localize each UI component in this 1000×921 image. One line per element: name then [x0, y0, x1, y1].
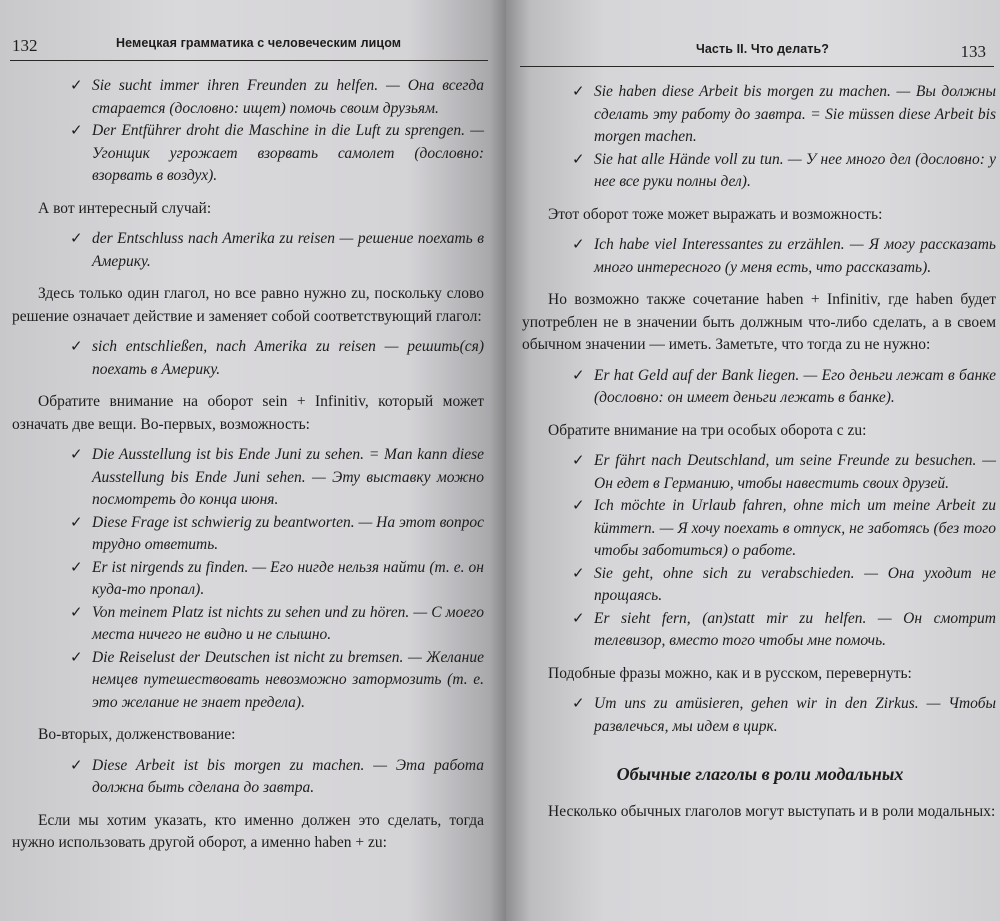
checkmark-icon: ✓: [70, 604, 83, 621]
checkmark-icon: ✓: [572, 237, 585, 253]
example-item: [10, 647, 488, 715]
example-text: Diese Frage ist schwierig zu beantworten. — На этот вопрос трудно ответить.: [92, 513, 485, 553]
example-list: [520, 234, 1000, 279]
checkmark-icon: ✓: [70, 757, 83, 774]
paragraph: Если мы хотим указать, кто именно должен это сделать, тогда нужно использовать другой оборот, а именно haben + zu:: [12, 811, 484, 851]
example-list: [520, 693, 1000, 738]
example-item: [10, 444, 488, 512]
checkmark-icon: ✓: [70, 78, 83, 94]
running-title-left: Немецкая грамматика с человеческим лицом: [116, 36, 402, 50]
example-text: Ich habe viel Interessantes zu erzählen. — Я могу рассказать много интересного (у меня есть, что рассказать).: [594, 236, 996, 276]
example-text: Von meinem Platz ist nichts zu sehen und zu hören. — С моего места ничего не видно и не слышно.: [92, 603, 484, 643]
example-text: Er hat Geld auf der Bank liegen. — Его деньги лежат в банке (дословно: он имеет деньги лежать в банке).: [594, 366, 996, 406]
example-text: Die Ausstellung ist bis Ende Juni zu sehen. = Man kann diese Ausstellung bis Ende Juni sehen. — Эту выставку можно посмотреть до конца июня.: [92, 446, 484, 508]
paragraph: Но возможно также сочетание haben + Infinitiv, где haben будет употреблен не в значении быть должным что-либо сделать, а в своем обычном значении — иметь. Заметьте, что тогда zu не нужно:: [522, 291, 996, 353]
checkmark-icon: ✓: [572, 565, 585, 582]
page-content-right: [520, 81, 1000, 824]
example-item: [520, 693, 1000, 738]
example-item: [10, 602, 488, 647]
example-item: [520, 234, 1000, 279]
running-title-right: Часть II. Что делать?: [696, 42, 830, 56]
example-text: Die Reiselust der Deutschen ist nicht zu bremsen. — Желание немцев путешествовать невозможно затормозить (т. е. это желание не знает предела).: [92, 648, 484, 711]
example-text: Ich möchte in Urlaub fahren, ohne mich um meine Arbeit zu kümmern. — Я хочу поехать в отпуск, не заботясь (без того чтобы заботиться) о работе.: [594, 497, 996, 559]
paragraph: Обратите внимание на три особых оборота с zu:: [548, 421, 867, 439]
paragraph: Обратите внимание на оборот sein + Infinitiv, который может означать две вещи. Во-первых, возможность:: [12, 393, 484, 433]
right-page: [506, 0, 1000, 921]
example-item: [520, 563, 1000, 608]
page-number-left: 132: [12, 36, 38, 55]
running-head-left: [10, 34, 488, 61]
example-list: [10, 75, 488, 188]
example-text: Um uns zu amüsieren, gehen wir in den Zirkus. — Чтобы развлечься, мы идем в цирк.: [594, 695, 996, 735]
paragraph: Этот оборот тоже может выражать и возможность:: [548, 205, 883, 223]
example-text: Er fährt nach Deutschland, um seine Freunde zu besuchen. — Он едет в Германию, чтобы навестить своих друзей.: [594, 452, 996, 492]
checkmark-icon: ✓: [70, 514, 83, 531]
example-item: [520, 495, 1000, 563]
paragraph: Подобные фразы можно, как и в русском, перевернуть:: [548, 664, 912, 682]
example-list: [520, 81, 1000, 194]
section-heading: Обычные глаголы в роли модальных: [616, 764, 904, 784]
example-item: [10, 228, 488, 273]
paragraph: Во-вторых, долженствование:: [38, 726, 236, 743]
checkmark-icon: ✓: [572, 453, 585, 469]
example-text: Sie geht, ohne sich zu verabschieden. — Она уходит не прощаясь.: [594, 564, 996, 604]
example-text: Sie haben diese Arbeit bis morgen zu machen. — Вы должны сделать эту работу до завтра. = Sie müssen diese Arbeit bis morgen machen.: [594, 83, 996, 145]
example-text: der Entschluss nach Amerika zu reisen — решение поехать в Америку.: [92, 230, 484, 270]
running-head-right: [520, 40, 994, 67]
example-item: [10, 336, 488, 381]
example-text: Der Entführer droht die Maschine in die Luft zu sprengen. — Угонщик угрожает взорвать самолет (дословно: взорвать в воздух).: [92, 122, 484, 184]
example-text: Diese Arbeit ist bis morgen zu machen. — Эта работа должна быть сделана до завтра.: [92, 756, 484, 796]
example-list: [10, 228, 488, 273]
checkmark-icon: ✓: [70, 231, 83, 247]
example-item: [520, 365, 1000, 410]
example-item: [10, 75, 488, 120]
example-list: [10, 444, 488, 714]
checkmark-icon: ✓: [572, 498, 585, 514]
checkmark-icon: ✓: [70, 649, 83, 666]
example-item: [10, 557, 488, 602]
example-list: [520, 365, 1000, 410]
example-list: [10, 755, 488, 800]
paragraph: Здесь только один глагол, но все равно нужно zu, поскольку слово решение означает действие и заменяет собой соответствующий глагол:: [12, 285, 484, 325]
checkmark-icon: ✓: [572, 696, 585, 712]
checkmark-icon: ✓: [572, 151, 585, 168]
example-item: [10, 512, 488, 557]
example-list: [520, 450, 1000, 653]
example-text: Er sieht fern, (an)statt mir zu helfen. — Он смотрит телевизор, вместо того чтобы мне помочь.: [594, 609, 996, 649]
checkmark-icon: ✓: [70, 559, 83, 576]
example-item: [520, 608, 1000, 653]
example-text: Er ist nirgends zu finden. — Его нигде нельзя найти (т. е. он куда-то пропал).: [92, 558, 484, 598]
example-item: [520, 450, 1000, 495]
checkmark-icon: ✓: [70, 447, 83, 463]
checkmark-icon: ✓: [572, 610, 585, 627]
paragraph: Несколько обычных глаголов могут выступать и в роли модальных:: [548, 803, 996, 820]
example-text: Sie sucht immer ihren Freunden zu helfen. — Она всегда старается (дословно: ищет) помочь своим друзьям.: [92, 77, 484, 117]
page-content-left: [10, 75, 488, 855]
example-item: [520, 149, 1000, 194]
example-item: [520, 81, 1000, 149]
checkmark-icon: ✓: [572, 367, 585, 384]
example-item: [10, 755, 488, 800]
example-text: Sie hat alle Hände voll zu tun. — У нее много дел (дословно: у нее все руки полны дел).: [594, 150, 996, 190]
checkmark-icon: ✓: [70, 123, 83, 139]
example-item: [10, 120, 488, 188]
checkmark-icon: ✓: [572, 84, 585, 100]
paragraph: А вот интересный случай:: [38, 199, 212, 217]
checkmark-icon: ✓: [70, 339, 83, 355]
example-text: sich entschließen, nach Amerika zu reisen — решить(ся) поехать в Америку.: [92, 338, 484, 378]
page-number-right: 133: [960, 42, 986, 61]
example-list: [10, 336, 488, 381]
